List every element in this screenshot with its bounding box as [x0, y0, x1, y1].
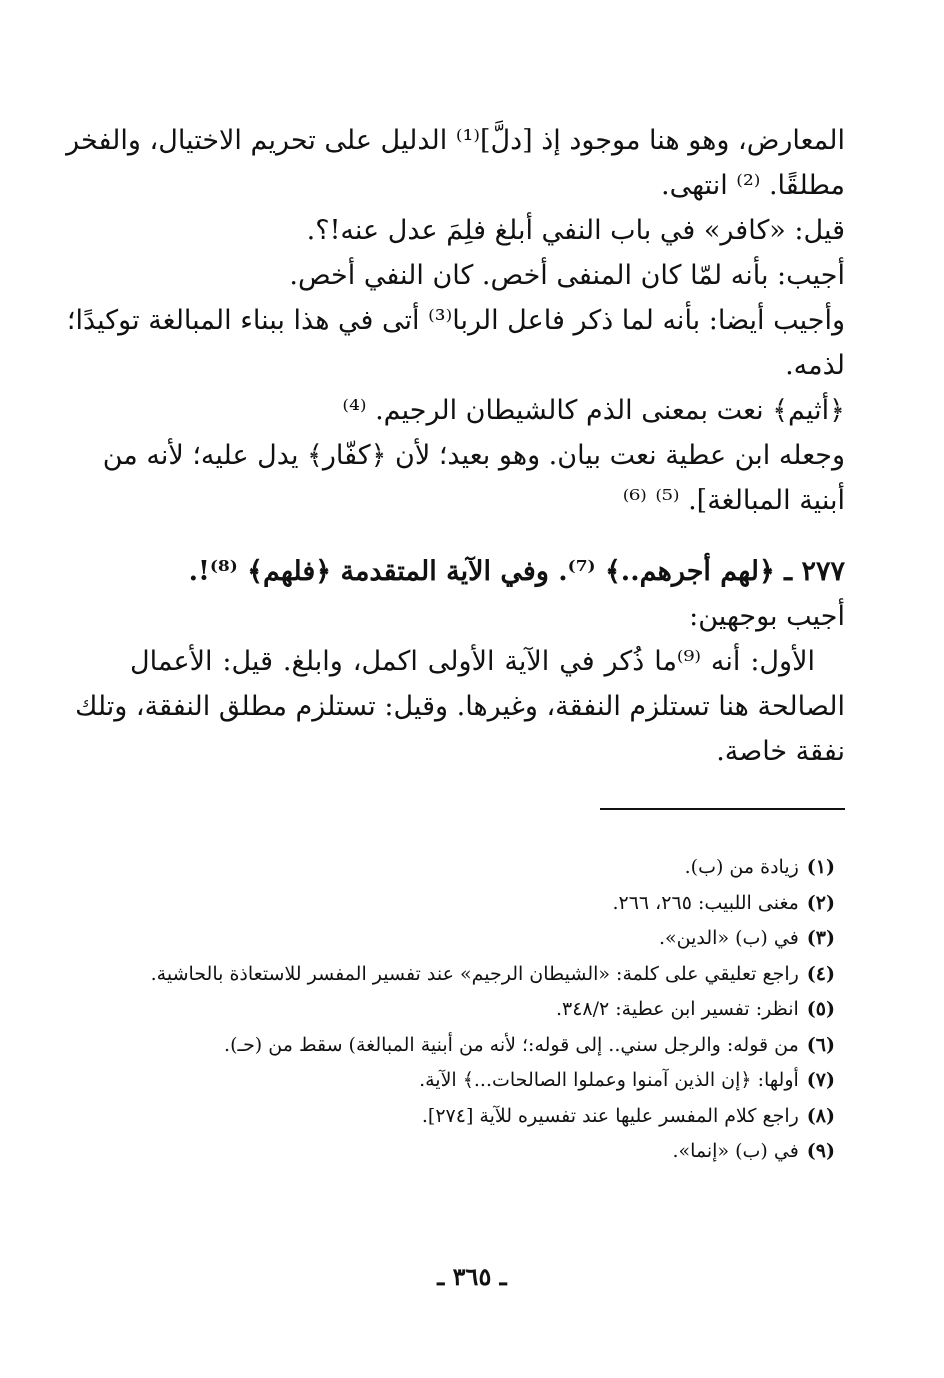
text-line: ﴿أثيم﴾ نعت بمعنى الذم كالشيطان الرجيم. ⁽⁴⁾ — [342, 395, 845, 426]
main-text — [66, 118, 845, 774]
page-number: ـ ٣٦٥ ـ — [437, 1262, 507, 1291]
footnote-text: مغنى اللبيب: ٢٦٥، ٢٦٦. — [612, 891, 799, 914]
text-line: الأول: أنه ⁽⁹⁾ما ذُكر في الآية الأولى اكمل، وابلغ. قيل: الأعمال — [130, 646, 815, 677]
footnote — [130, 850, 835, 886]
text-line: مطلقًا. ⁽²⁾ انتهى. — [661, 170, 845, 201]
footnote-number: (٢) — [806, 891, 835, 914]
footnote-number: (٤) — [806, 962, 835, 985]
footnote-text: راجع كلام المفسر عليها عند تفسيره للآية [٢٧٤]. — [421, 1104, 799, 1127]
verse-heading: ٢٧٧ ـ ﴿لهم أجرهم..﴾ ⁽⁷⁾. وفي الآية المتقدمة ﴿فلهم﴾ ⁽⁸⁾!. — [188, 556, 845, 587]
footnote-text: في (ب) «الدين». — [658, 927, 799, 949]
footnote-number: (٣) — [806, 927, 835, 949]
footnote — [130, 992, 835, 1028]
text-line: المعارض، وهو هنا موجود إذ [دلَّ]⁽¹⁾ الدليل على تحريم الاختيال، والفخر — [66, 125, 845, 156]
footnote — [130, 1063, 835, 1099]
footnote — [130, 886, 835, 922]
footnote-text: من قوله: والرجل سني.. إلى قوله:؛ لأنه من أبنية المبالغة) سقط من (حـ). — [224, 1033, 799, 1056]
text-line: أبنية المبالغة]. ⁽⁵⁾ ⁽⁶⁾ — [622, 485, 845, 516]
footnote — [130, 921, 835, 957]
footnote-number: (٩) — [806, 1140, 835, 1162]
text-line: نفقة خاصة. — [716, 736, 845, 767]
paragraph-gap — [130, 523, 845, 549]
footnote — [130, 957, 835, 993]
text-line: أجيب بوجهين: — [689, 601, 845, 632]
footnote — [130, 1099, 835, 1135]
footnote-text: أولها: ﴿إن الذين آمنوا وعملوا الصالحات...﴾ الآية. — [419, 1069, 799, 1091]
text-line: لذمه. — [785, 350, 845, 381]
footnote-text: راجع تعليقي على كلمة: «الشيطان الرجيم» عند تفسير المفسر للاستعاذة بالحاشية. — [150, 962, 799, 985]
text-line: قيل: «كافر» في باب النفي أبلغ فلِمَ عدل عنه!؟. — [306, 215, 845, 246]
footnote-separator — [600, 808, 845, 810]
text-line: وأجيب أيضا: بأنه لما ذكر فاعل الربا⁽³⁾ أتى في هذا ببناء المبالغة توكيدًا؛ — [66, 305, 845, 336]
footnotes — [130, 850, 835, 1170]
text-line: وجعله ابن عطية نعت بيان. وهو بعيد؛ لأن ﴿كفّار﴾ يدل عليه؛ لأنه من — [102, 440, 845, 471]
footnote-number: (٦) — [806, 1033, 835, 1056]
footnote-number: (٥) — [806, 998, 835, 1020]
footnote — [130, 1028, 835, 1064]
footnote-text: في (ب) «إنما». — [672, 1140, 799, 1162]
text-line: أجيب: بأنه لمّا كان المنفى أخص. كان النفي أخص. — [289, 260, 845, 291]
footnote-number: (١) — [806, 856, 835, 878]
footnote — [130, 1134, 835, 1170]
footnote-number: (٨) — [806, 1104, 835, 1127]
footnote-text: زيادة من (ب). — [684, 856, 799, 878]
footnote-number: (٧) — [806, 1069, 835, 1091]
footnote-text: انظر: تفسير ابن عطية: ٣٤٨/٢. — [555, 998, 799, 1020]
text-line: الصالحة هنا تستلزم النفقة، وغيرها. وقيل: تستلزم مطلق النفقة، وتلك — [75, 691, 845, 722]
